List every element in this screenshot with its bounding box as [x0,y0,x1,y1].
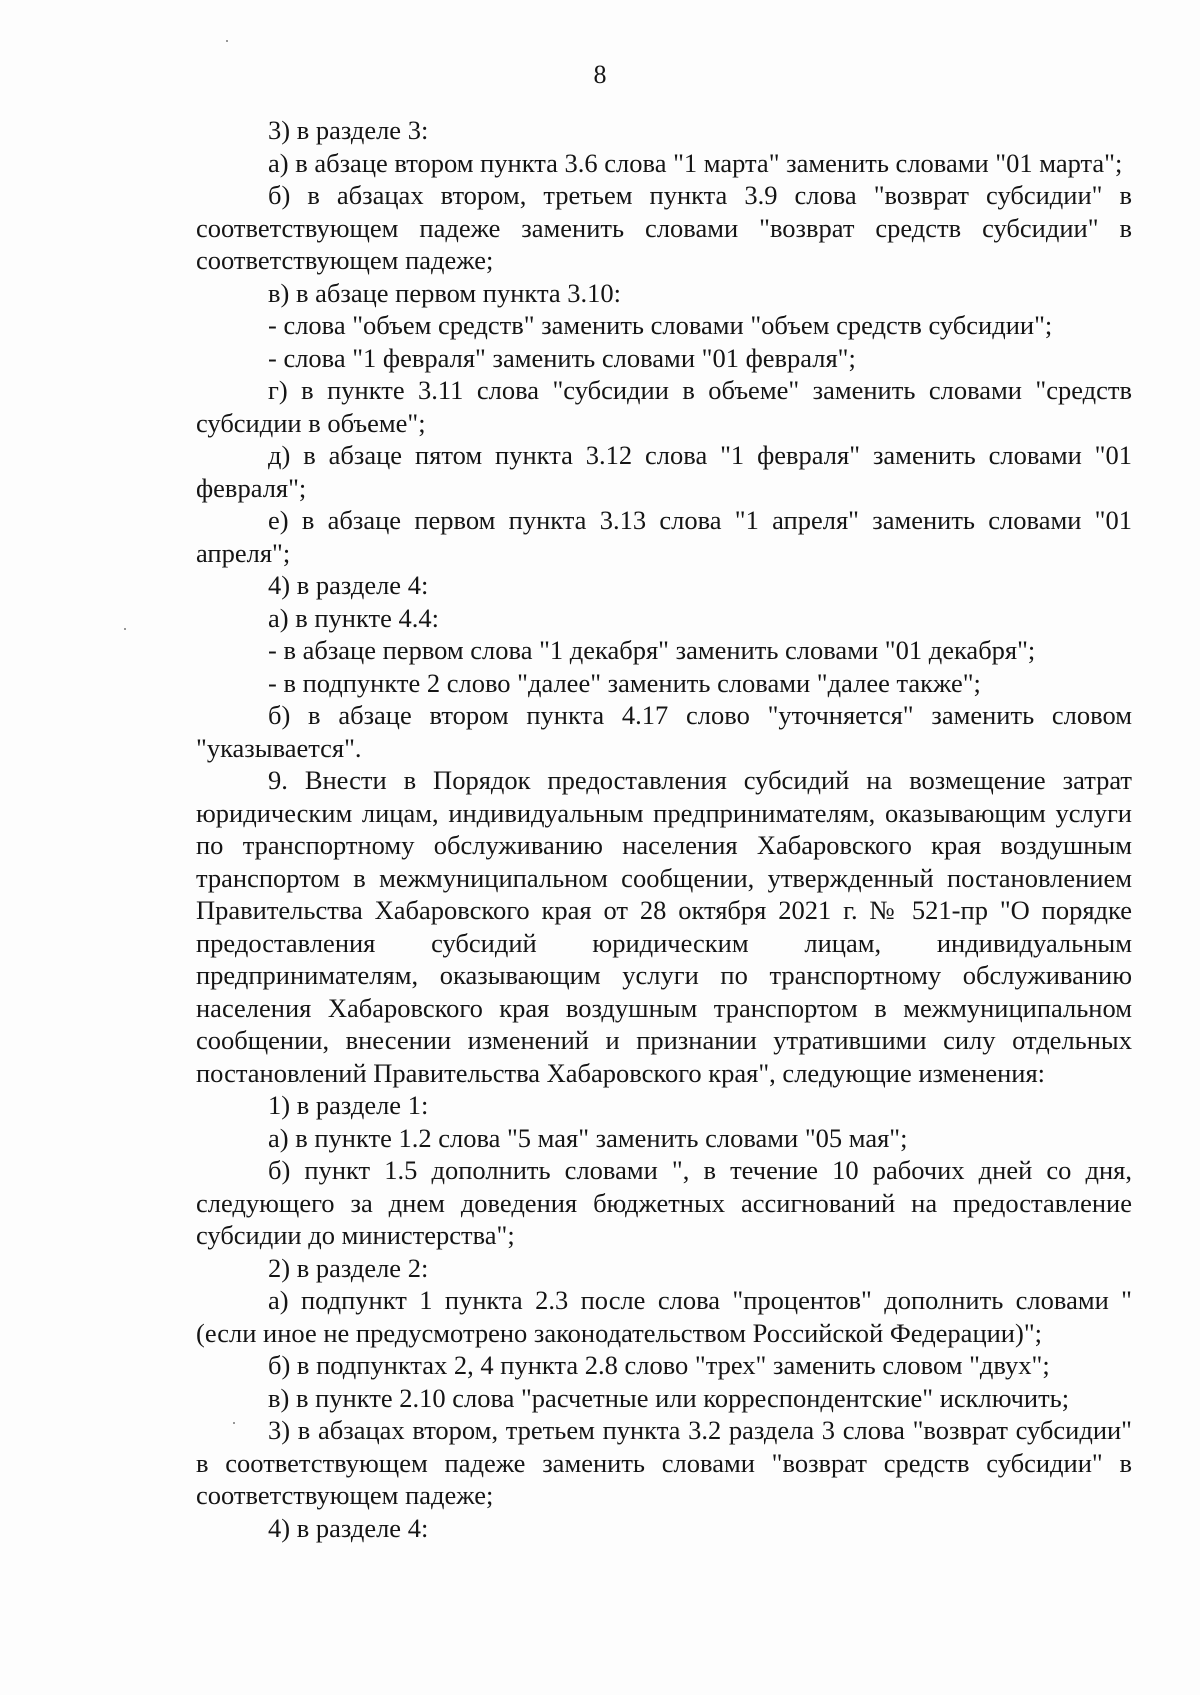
scan-speck [226,40,228,42]
scan-speck [124,628,126,630]
paragraph: е) в абзаце первом пункта 3.13 слова "1 апреля" заменить словами "01 апреля"; [196,505,1132,568]
paragraph: б) пункт 1.5 дополнить словами ", в течение 10 рабочих дней со дня, следующего за днем доведения бюджетных ассигнований на предоставление субсидии до министерства"; [196,1155,1132,1250]
paragraph: а) в пункте 4.4: [268,602,439,633]
paragraph: 4) в разделе 4: [268,570,429,600]
paragraph: - слова "объем средств" заменить словами "объем средств субсидии"; [268,310,1053,340]
paragraph: а) в пункте 1.2 слова "5 мая" заменить словами "05 мая"; [268,1122,908,1153]
paragraph: г) в пункте 3.11 слова "субсидии в объеме" заменить словами "средств субсидии в объеме"; [196,375,1132,438]
paragraph: в) в пункте 2.10 слова "расчетные или корреспондентские" исключить; [268,1382,1070,1413]
paragraph: 3) в абзацах втором, третьем пункта 3.2 раздела 3 слова "возврат субсидии" в соответствующем падеже заменить словами "возврат средств субсидии" в соответствующем падеже; [196,1415,1132,1510]
paragraph: а) подпункт 1 пункта 2.3 после слова "процентов" дополнить словами "(если иное не предусмотрено законодательством Российской Федерации)"; [196,1285,1132,1348]
paragraph: 1) в разделе 1: [268,1090,429,1120]
paragraph: 2) в разделе 2: [268,1252,429,1283]
paragraph: 9. Внести в Порядок предоставления субсидий на возмещение затрат юридическим лицам, индивидуальным предпринимателям, оказывающим услуги по транспортному обслуживанию населения Хабаровского края воздушным транспортом в межмуниципальном сообщении, утвержденный постановлением Правительства Хабаровского края от 28 октября 2021 г. № 521-пр "О порядке предоставления субсидий юридическим лицам, индивидуальным предпринимателям, оказывающим услуги по транспортному обслуживанию населения Хабаровского края воздушным транспортом в межмуниципальном сообщении, внесении изменений и признании утратившими силу отдельных постановлений Правительства Хабаровского края", следующие изменения: [196,765,1132,1088]
paragraph: б) в абзаце втором пункта 4.17 слово "уточняется" заменить словом "указывается". [196,700,1132,763]
paragraph: б) в подпунктах 2, 4 пункта 2.8 слово "трех" заменить словом "двух"; [268,1350,1050,1380]
paragraph: - в абзаце первом слова "1 декабря" заменить словами "01 декабря"; [268,635,1036,665]
paragraph: а) в абзаце втором пункта 3.6 слова "1 марта" заменить словами "01 марта"; [268,147,1123,178]
paragraph: б) в абзацах втором, третьем пункта 3.9 слова "возврат субсидии" в соответствующем падеже заменить словами "возврат средств субсидии" в соответствующем падеже; [196,180,1132,275]
page-number: 8 [593,60,607,89]
paragraph: - слова "1 февраля" заменить словами "01 февраля"; [268,342,856,373]
paragraph: д) в абзаце пятом пункта 3.12 слова "1 февраля" заменить словами "01 февраля"; [196,440,1132,503]
paragraph: в) в абзаце первом пункта 3.10: [268,277,621,308]
paragraph: 3) в разделе 3: [268,115,429,145]
paragraph: 4) в разделе 4: [268,1512,429,1543]
paragraph: - в подпункте 2 слово "далее" заменить словами "далее также"; [268,667,981,698]
document-body [196,114,1132,1544]
